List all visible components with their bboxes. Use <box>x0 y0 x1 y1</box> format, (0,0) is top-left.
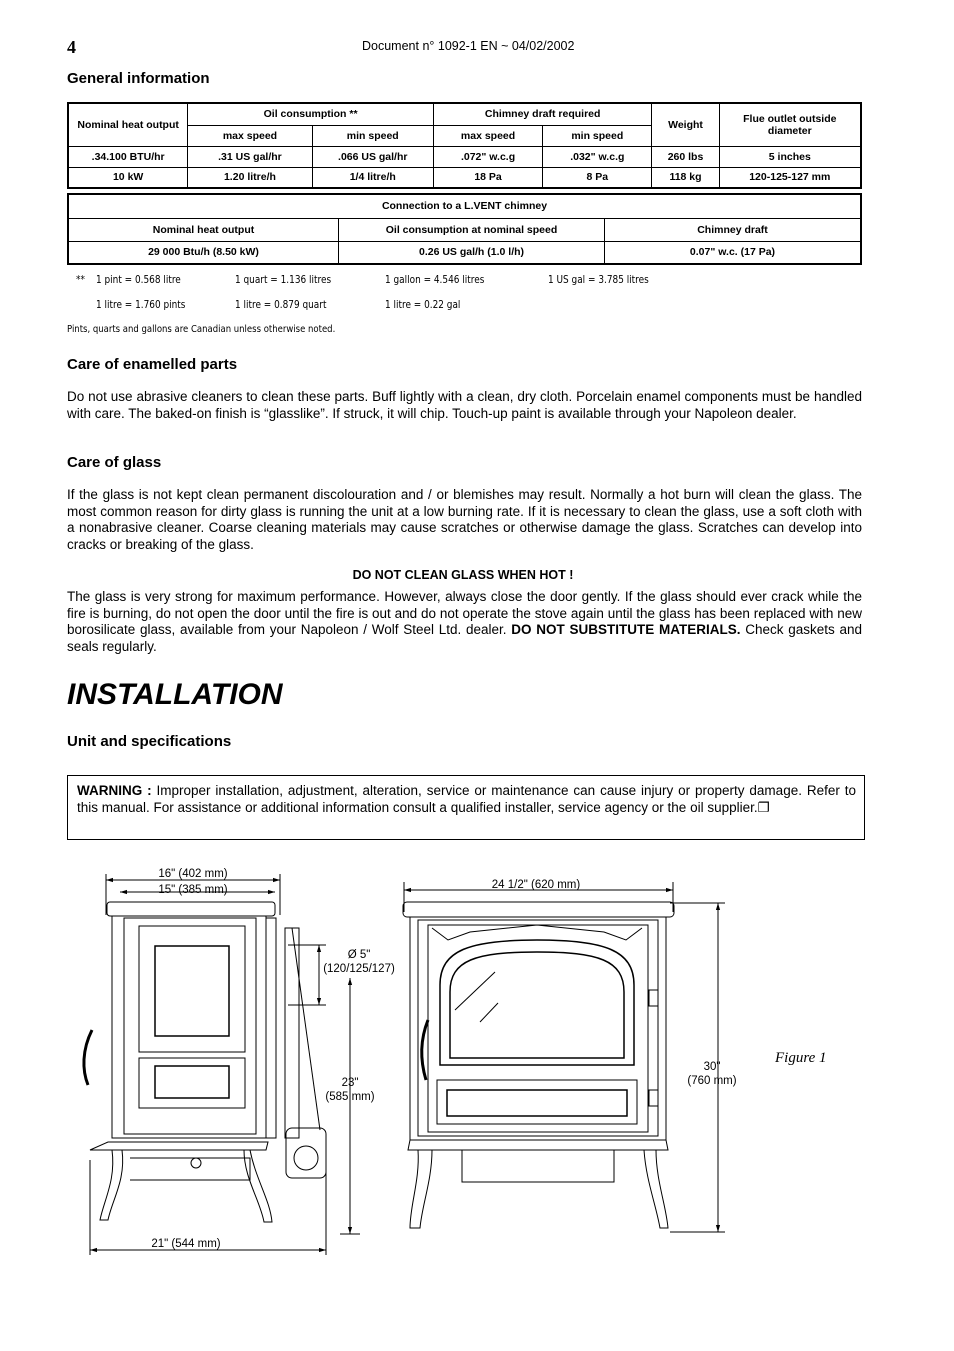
unit-specs-heading: Unit and specifications <box>67 733 232 750</box>
table-cell: 0.26 US gal/h (1.0 l/h) <box>339 241 605 264</box>
dim-top-width-outer: 16" (402 mm) <box>158 868 228 880</box>
table-cell: 1.20 litre/h <box>188 167 312 188</box>
table-cell: 8 Pa <box>543 167 652 188</box>
table-cell: 29 000 Btu/h (8.50 kW) <box>68 241 339 264</box>
oil-max-speed-header: max speed <box>188 125 312 146</box>
conversion-item: 1 litre = 0.22 gal <box>385 299 461 311</box>
table-cell: 10 kW <box>68 167 188 188</box>
warning-label: WARNING : <box>77 783 152 798</box>
table-cell: 18 Pa <box>433 167 542 188</box>
dim-top-width-inner: 15" (385 mm) <box>158 884 228 896</box>
lvent-title: Connection to a L.VENT chimney <box>68 194 861 218</box>
table-cell: 120-125-127 mm <box>719 167 861 188</box>
dim-total-height: 30" <box>703 1061 721 1073</box>
oil-min-speed-header: min speed <box>312 125 433 146</box>
conversion-item: 1 litre = 1.760 pints <box>96 299 186 311</box>
conversion-item: 1 gallon = 4.546 litres <box>385 274 485 286</box>
flue-outlet-header: Flue outlet outside diameter <box>719 103 861 146</box>
dim-front-width: 24 1/2" (620 mm) <box>491 879 581 891</box>
dim-flue-diameter: Ø 5" <box>347 949 371 961</box>
chimney-draft-header: Chimney draft required <box>433 103 652 125</box>
dim-total-height-mm: (760 mm) <box>687 1075 737 1087</box>
dim-flue-height-mm: (585 mm) <box>325 1091 375 1103</box>
conversion-item: 1 US gal = 3.785 litres <box>548 274 649 286</box>
conversion-item: 1 pint = 0.568 litre <box>96 274 181 286</box>
glass-text-2-bold: DO NOT SUBSTITUTE MATERIALS. <box>511 622 741 637</box>
warning-box-icon: ❐ <box>757 800 770 815</box>
lvent-header: Nominal heat output <box>68 218 339 241</box>
glass-heading: Care of glass <box>67 454 162 471</box>
enamel-heading: Care of enamelled parts <box>67 356 238 373</box>
glass-text-2-main: The glass is very strong for maximum performance. However, always close the door gently. If the glass should ever crack while the fire is burning, do not open the door until the fire is out and do not operate the stove again until the glass has been replaced with new borosilicate glass, available from your Napoleon / Wolf Steel Ltd. dealer. <box>67 589 862 637</box>
glass-text-2-end: Check gaskets and seals regularly. <box>67 622 862 654</box>
table-cell: 5 inches <box>719 146 861 167</box>
document-reference: Document n° 1092-1 EN ~ 04/02/2002 <box>362 39 575 53</box>
enamel-text: Do not use abrasive cleaners to clean these parts. Buff lightly with a clean, dry cloth. Porcelain enamel components must be handled with care. The baked-on finish is “glasslike”. If struck, it will chip. Touch-up paint is available through your Napoleon dealer. <box>67 389 862 421</box>
table-cell: .066 US gal/hr <box>312 146 433 167</box>
conversion-item: 1 litre = 0.879 quart <box>235 299 327 311</box>
oil-consumption-header: Oil consumption ** <box>188 103 434 125</box>
weight-header: Weight <box>652 103 719 146</box>
table-cell: 260 lbs <box>652 146 719 167</box>
table-cell: 1/4 litre/h <box>312 167 433 188</box>
conversion-note: Pints, quarts and gallons are Canadian unless otherwise noted. <box>67 324 336 335</box>
nominal-heat-output-header: Nominal heat output <box>68 103 188 146</box>
draft-max-speed-header: max speed <box>433 125 542 146</box>
table-cell: 0.07" w.c. (17 Pa) <box>605 241 862 264</box>
lvent-header: Chimney draft <box>605 218 862 241</box>
glass-text: If the glass is not kept clean permanent discolouration and / or blemishes may result. Normally a hot burn will clean the glass. The most common reason for dirty glass is running the unit at a low burning rate. If it is necessary to clean the glass, use a soft cloth with a nonabrasive cleaner. Coarse cleaning materials may cause scratches or otherwise damage the glass. Scratches can develop into cracks or breaking of the glass. <box>67 487 862 552</box>
conversion-item: 1 quart = 1.136 litres <box>235 274 332 286</box>
dim-flue-height: 23" <box>341 1077 359 1089</box>
table-cell: .31 US gal/hr <box>188 146 312 167</box>
warning-text: Improper installation, adjustment, alteration, service or maintenance can cause injury or property damage. Refer to this manual. For assistance or additional information consult a qualified installer, service agency or the oil supplier. <box>77 783 856 815</box>
table-cell: 118 kg <box>652 167 719 188</box>
draft-min-speed-header: min speed <box>543 125 652 146</box>
dim-flue-diameter-mm: (120/125/127) <box>323 963 395 975</box>
installation-title: INSTALLATION <box>67 678 283 711</box>
dim-depth: 21" (544 mm) <box>151 1238 221 1250</box>
page-number: 4 <box>67 37 76 57</box>
general-info-heading: General information <box>67 70 210 87</box>
table-cell: .34.100 BTU/hr <box>68 146 188 167</box>
table-cell: .032" w.c.g <box>543 146 652 167</box>
lvent-header: Oil consumption at nominal speed <box>339 218 605 241</box>
table-cell: .072" w.c.g <box>433 146 542 167</box>
conversion-marker: ** <box>76 274 85 286</box>
glass-warning: DO NOT CLEAN GLASS WHEN HOT ! <box>352 568 574 582</box>
figure-label: Figure 1 <box>775 1050 827 1066</box>
